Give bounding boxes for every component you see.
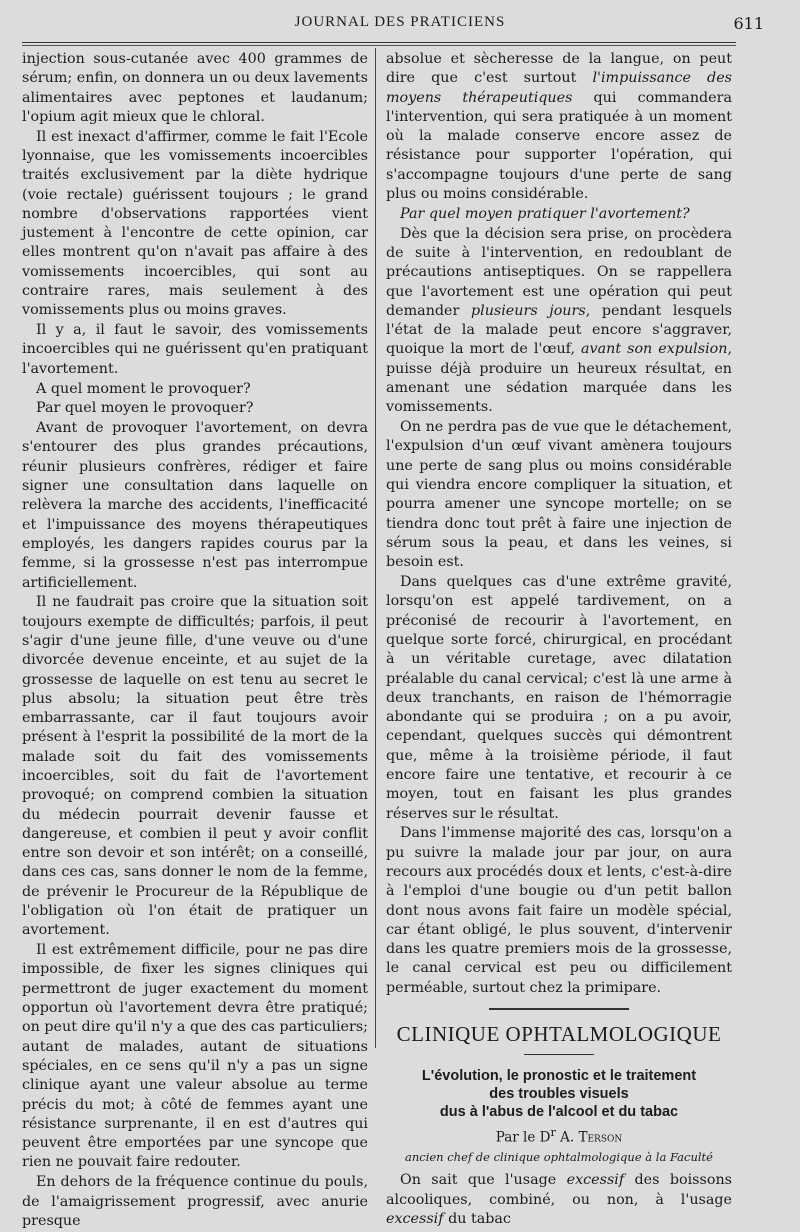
left-column (22, 50, 368, 1232)
section-separator-short (524, 1054, 594, 1055)
text-run: absolue et sècheresse de la langue, on peut dire que c'est surtout (386, 51, 732, 87)
section-title: CLINIQUE OPHTALMOLOGIQUE (396, 1022, 722, 1047)
question-heading: Par quel moyen le provoquer? (36, 400, 254, 417)
byline (386, 1123, 732, 1148)
text-run: , pendant lesquels l'état de la malade peut encore s'aggraver, quoique la mort de l'œuf, (386, 302, 732, 358)
emphasis: excessif (386, 1211, 444, 1228)
paragraph: Avant de provoquer l'avortement, on devra s'entourer des plus grandes précautions, réunir plusieurs confrères, rédiger et faire signer une consultation dans laquelle on relèvera la marche des accidents, l'inefficacité et l'impuissance des moyens thérapeutiques employés, les dangers rapides courus par la femme, si la grossesse n'est pas interrompue artificiellement. (22, 420, 368, 591)
text-run: du tabac (443, 1211, 511, 1228)
header-rule (22, 42, 736, 43)
paragraph: Il y a, il faut le savoir, des vomissements incoercibles qui ne guérissent qu'en pratiquant l'avortement. (22, 322, 368, 377)
emphasis: Par quel moyen pratiquer l'avortement? (400, 205, 690, 222)
right-column (386, 50, 732, 1230)
emphasis: l'impuissance des moyens thérapeutiques (386, 70, 732, 106)
paragraph (386, 1171, 732, 1229)
article-title-line: L'évolution, le pronostic et le traitement (421, 1068, 697, 1085)
column-divider (375, 48, 376, 1048)
text-run: qui commandera l'intervention, qui sera pratiquée à un moment où la malade conserve encore assez de résistance pour supporter l'opération, qui s'accompagne toujours d'une perte de sang plus ou moins considérable. (386, 89, 732, 203)
emphasis: plusieurs jours (470, 302, 586, 319)
byline-prefix: Par le D (495, 1129, 551, 1146)
author-name: A. Terson (555, 1129, 623, 1146)
paragraph: injection sous-cutanée avec 400 grammes de sérum; enfin, on donnera un ou deux lavements alimentaires avec peptones et laudanum; l'opium agit mieux que le chloral. (22, 51, 368, 125)
paragraph: Il est inexact d'affirmer, comme le fait l'Ecole lyonnaise, que les vomissements incoercibles traités exclusivement par la diète hydrique (voie rectale) guérissent toujours ; le grand nombre d'observations rapportées vient justement à l'encontre de cette opinion, car elles montrent qu'on n'avait pas affaire à des vomissements incoercibles, qui sont au contraire rares, mais seulement à des vomissements plus ou moins graves. (22, 128, 368, 319)
paragraph: On ne perdra pas de vue que le détachement, l'expulsion d'un œuf vivant amènera toujours une perte de sang plus ou moins considérable qui viendra encore compliquer la situation, et pourra amener une syncope mortelle; on se tiendra donc tout prêt à faire une injection de sérum sous la peau, et dans les veines, si besoin est. (386, 419, 732, 571)
text-run: On sait que l'usage (400, 1172, 567, 1189)
paragraph (386, 225, 732, 418)
emphasis: avant son expulsion (581, 341, 728, 358)
article-title (386, 1067, 732, 1121)
article-title-line: des troubles visuels (489, 1086, 629, 1103)
paragraph (386, 50, 732, 204)
author-affiliation: ancien chef de clinique ophtalmologique à la Faculté (404, 1150, 713, 1165)
header-rule-thin (22, 45, 736, 46)
question-heading (386, 205, 732, 224)
paragraph: Il est extrêmement difficile, pour ne pas dire impossible, de fixer les signes cliniques qui permettront de juger exactement du moment opportun où l'avortement devra être pratiqué; on peut dire qu'il n'y a que des cas particuliers; autant de malades, autant de situations spéciales, en ce sens qu'il n'y a pas un signe clinique ayant une valeur absolue au terme précis du mot; à côté de femmes ayant une résistance surprenante, il en est d'autres qui peuvent être emportées par une syncope que rien ne pouvait faire redouter. (22, 942, 368, 1171)
paragraph: Il ne faudrait pas croire que la situation soit toujours exempte de difficultés; parfois, il peut s'agir d'une jeune fille, d'une veuve ou d'une divorcée devenue enceinte, et au sujet de la grossesse de laquelle on est tenu au secret le plus absolu; la situation peut être très embarrassante, car il faut toujours avoir présent à l'esprit la possibilité de la mort de la malade soit du fait des vomissements incoercibles, soit du fait de l'avortement provoqué; on comprend combien la situation du médecin pourrait devenir fausse et dangereuse, et combien il peut y avoir conflit entre son devoir et son intérêt; on a conseillé, dans ces cas, sans donner le nom de la femme, de prévenir le Procureur de la République de l'obligation où l'on était de pratiquer un avortement. (22, 594, 368, 939)
question-heading: A quel moment le provoquer? (36, 380, 251, 397)
page-number: 611 (733, 14, 764, 33)
text-run: Dès que la décision sera prise, on procèdera de suite à l'intervention, en redoublant de précautions antiseptiques. On se rappellera que l'avortement est une opération qui peut demander (386, 225, 732, 319)
emphasis: excessif (566, 1172, 625, 1189)
text-run: des boissons alcooliques, combiné, ou non, à l'usage (386, 1172, 732, 1208)
byline-sup: r (550, 1126, 556, 1140)
page-header (0, 0, 800, 40)
paragraph: Dans quelques cas d'une extrême gravité, lorsqu'on est appelé tardivement, on a préconisé de recourir à l'avortement, en quelque sorte forcé, chirurgical, en procédant à un véritable curetage, avec dilatation préalable du canal cervical; c'est là une arme à deux tranchants, en raison de l'hémorragie abondante qui se produira ; on a pu avoir, cependant, quelques succès qui démontrent que, même à la troisième période, il faut encore faire une tentative, et recourir à ce moyen, tout en faisant les plus grandes réserves sur le résultat. (386, 574, 732, 822)
paragraph: En dehors de la fréquence continue du pouls, de l'amaigrissement progressif, avec anurie presque (22, 1174, 368, 1229)
section-separator (489, 1008, 629, 1011)
article-title-line: dus à l'abus de l'alcool et du tabac (439, 1104, 679, 1121)
text-run: , puisse déjà produire un heureux résultat, en amenant une sédation marquée dans les vomissements. (386, 341, 733, 416)
paragraph: Dans l'immense majorité des cas, lorsqu'on a pu suivre la malade jour par jour, on aura recours aux procédés doux et lents, c'est-à-dire à l'emploi d'une bougie ou d'un petit ballon dont nous avons fait faire un modèle spécial, car étant obligé, le plus souvent, d'intervenir dans les quatre premiers mois de la grossesse, le canal cervical est peu ou difficilement perméable, surtout chez la primipare. (386, 825, 732, 996)
journal-title: JOURNAL DES PRATICIENS (294, 14, 506, 30)
